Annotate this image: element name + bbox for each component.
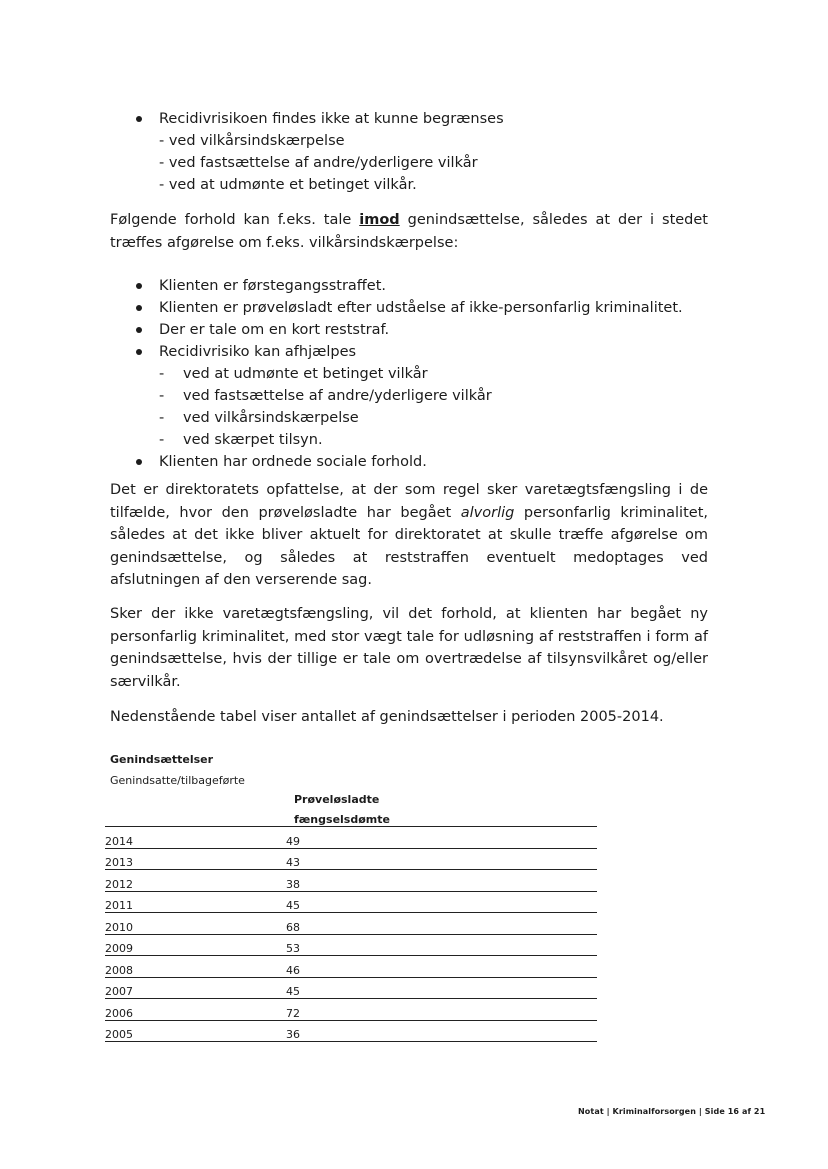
sub-list [159, 363, 753, 451]
paragraph-directorate-opinion [110, 479, 708, 592]
paragraph-text: Følgende forhold kan f.eks. tale [110, 212, 360, 228]
value-cell: 36 [286, 1020, 597, 1042]
value-cell: 68 [286, 913, 597, 935]
sub-list-item: - ved vilkårsindskærpelse [159, 407, 753, 429]
bullet-item: Klienten er førstegangsstraffet. [133, 275, 753, 297]
year-cell: 2005 [105, 1020, 286, 1042]
table-row [105, 934, 597, 956]
table-subtitle: Genindsatte/tilbageførte [110, 774, 245, 787]
reinstatement-table [105, 826, 597, 1042]
paragraph-table-intro: Nedenstående tabel viser antallet af genindsættelser i perioden 2005-2014. [110, 709, 664, 725]
sub-list-item: - ved at udmønte et betinget vilkår. [159, 174, 753, 196]
circumstances-bullet-list [133, 275, 753, 473]
sub-list-item: - ved fastsættelse af andre/yderligere vilkår [159, 152, 753, 174]
paragraph-text: Det er direktoratets opfattelse, at der som regel sker varetægtsfængsling i de tilfælde, hvor den prøveløsladte har begået [110, 482, 708, 521]
table-row [105, 891, 597, 913]
italic-word: alvorlig [460, 504, 515, 521]
table-row [105, 913, 597, 935]
column-header-line: Prøveløsladte [294, 793, 380, 806]
column-header [294, 790, 390, 830]
value-cell: 49 [286, 827, 597, 849]
value-cell: 45 [286, 891, 597, 913]
page-footer: Notat | Kriminalforsorgen | Side 16 af 21 [578, 1107, 766, 1116]
year-cell: 2010 [105, 913, 286, 935]
paragraph-no-custody: Sker der ikke varetægtsfængsling, vil det forhold, at klienten har begået ny personfarlig kriminalitet, med stor vægt tale for udløsning af reststraffen i form af genindsættelse, hvis der tillige er tale om overtrædelse af tilsynsvilkåret og/eller særvilkår. [110, 606, 708, 690]
underlined-word: imod [359, 212, 400, 228]
year-cell: 2012 [105, 870, 286, 892]
year-cell: 2013 [105, 848, 286, 870]
value-cell: 43 [286, 848, 597, 870]
bullet-item-text: Recidivrisiko kan afhjælpes [159, 344, 357, 360]
table-title: Genindsættelser [110, 753, 214, 766]
value-cell: 72 [286, 999, 597, 1021]
sub-list [159, 130, 753, 196]
table-row [105, 956, 597, 978]
paragraph-text: personfarlig kriminalitet, således at det ikke bliver aktuelt for direktoratet at skulle træffe afgørelse om genindsættelse, og således at reststraffen eventuelt medoptages ved afslutningen af den verserende sag. [110, 504, 708, 588]
bullet-item: Klienten har ordnede sociale forhold. [133, 451, 753, 473]
column-header-line: fængselsdømte [294, 813, 390, 826]
table-row [105, 848, 597, 870]
sub-list-item: - ved at udmønte et betinget vilkår [159, 363, 753, 385]
bullet-item: Klienten er prøveløsladt efter udståelse af ikke-personfarlig kriminalitet. [133, 297, 753, 319]
year-cell: 2007 [105, 977, 286, 999]
bullet-item-text: Recidivrisikoen findes ikke at kunne begrænses [159, 111, 504, 127]
bullet-item: Der er tale om en kort reststraf. [133, 319, 753, 341]
sub-list-item: - ved vilkårsindskærpelse [159, 130, 753, 152]
year-cell: 2011 [105, 891, 286, 913]
paragraph-circumstances [110, 209, 708, 254]
bullet-item [133, 108, 753, 196]
sub-list-item: - ved skærpet tilsyn. [159, 429, 753, 451]
table-row [105, 827, 597, 849]
year-cell: 2014 [105, 827, 286, 849]
paragraph-text: genindsættelse, således at der i stedet træffes afgørelse om f.eks. vilkårsindskærpelse: [110, 212, 708, 251]
year-cell: 2006 [105, 999, 286, 1021]
year-cell: 2009 [105, 934, 286, 956]
value-cell: 53 [286, 934, 597, 956]
table-row [105, 870, 597, 892]
value-cell: 45 [286, 977, 597, 999]
value-cell: 46 [286, 956, 597, 978]
recidivism-bullet-list [133, 108, 753, 196]
value-cell: 38 [286, 870, 597, 892]
year-cell: 2008 [105, 956, 286, 978]
table-row [105, 1020, 597, 1042]
table-row [105, 999, 597, 1021]
sub-list-item: - ved fastsættelse af andre/yderligere vilkår [159, 385, 753, 407]
bullet-item [133, 341, 753, 451]
table-row [105, 977, 597, 999]
